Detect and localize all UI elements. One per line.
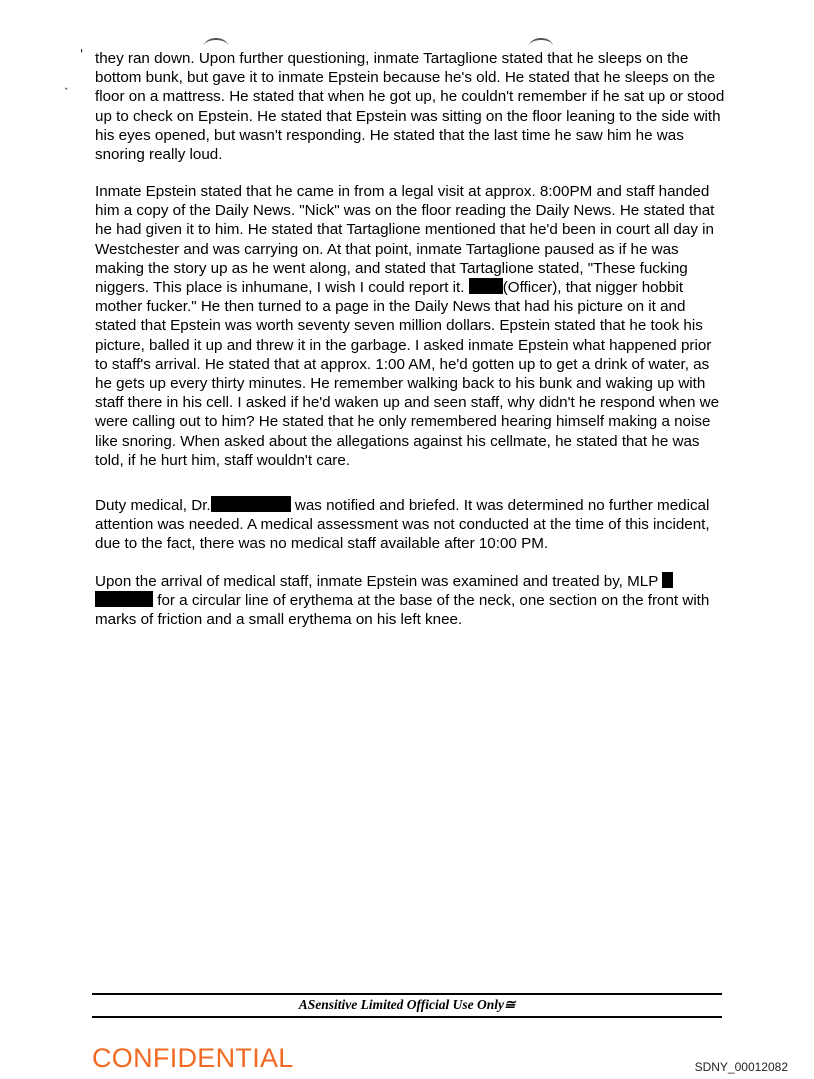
confidential-stamp: CONFIDENTIAL <box>92 1043 294 1073</box>
paragraph-duty-medical-text-1: Duty medical, Dr. <box>95 497 211 514</box>
paragraph-medical-treatment-text-1: Upon the arrival of medical staff, inmate Epstein was examined and treated by, MLP <box>95 573 659 590</box>
footer-rule-top <box>92 993 722 995</box>
paragraph-epstein-statement-text-1: Inmate Epstein stated that he came in from a legal visit at approx. 8:00PM and staff handed him a copy of the Daily News. "Nick" was on the floor reading the Daily News. He stated that he had given it to him. He stated that Tartaglione mentioned that he'd been in court all day in Westchester and was carrying on. At that point, inmate Tartaglione paused as if he was making the story up as he went along, and stated that Tartaglione stated, "These fucking niggers. This place is inhumane, I wish I could report it. <box>95 183 715 297</box>
paragraph-epstein-statement <box>95 182 727 470</box>
paragraph-duty-medical <box>95 496 727 554</box>
paragraph-cellmate-statement: they ran down. Upon further questioning, inmate Tartaglione stated that he sleeps on the bottom bunk, but gave it to inmate Epstein because he's old. He stated that he sleeps on the floor on a mattress. He stated that when he got up, he couldn't remember if he sat up or stood up to check on Epstein. He stated that Epstein was sitting on the floor leaning to the side with his eyes opened, but wasn't responding. He stated that the last time he saw him he was snoring really loud. <box>95 50 725 164</box>
bates-number: SDNY_00012082 <box>694 1060 788 1074</box>
scan-mark-dot: ˇ <box>64 88 69 98</box>
footer-classification: ASensitive Limited Official Use Only≅ <box>298 997 516 1012</box>
redaction-box <box>95 591 153 607</box>
paragraph-epstein-statement-text-2: (Officer), that nigger hobbit mother fucker." He then turned to a page in the Daily News that had his picture on it and stated that Epstein was worth seventy seven million dollars. Epstein stated that he took his picture, balled it up and threw it in the garbage. I asked inmate Epstein what happened prior to staff's arrival. He stated that at approx. 1:00 AM, he'd gotten up to get a drink of water, as he gets up every thirty minutes. He remember walking back to his bunk and waking up with staff there in his cell. I asked if he'd waken up and seen staff, why didn't he respond when we were calling out to him? He stated that he only remembered hearing himself making a noise like snoring. When asked about the allegations against his cellmate, he stated that he was told, if he hurt him, staff wouldn't care. <box>95 279 720 469</box>
paragraph-medical-treatment <box>95 572 727 630</box>
paragraph-duty-medical-text-2: was notified and briefed. It was determined no further medical attention was needed. A medical assessment was not conducted at the time of this incident, due to the fact, there was no medical staff available after 10:00 PM. <box>95 497 710 553</box>
footer-rule-bottom <box>92 1016 722 1018</box>
redaction-box <box>662 572 673 588</box>
paragraph-medical-treatment-text-2: for a circular line of erythema at the base of the neck, one section on the front with marks of friction and a small erythema on his left knee. <box>95 592 710 629</box>
redaction-box <box>469 278 503 294</box>
scan-mark-tick: ' <box>80 47 84 61</box>
redaction-box <box>211 496 291 512</box>
